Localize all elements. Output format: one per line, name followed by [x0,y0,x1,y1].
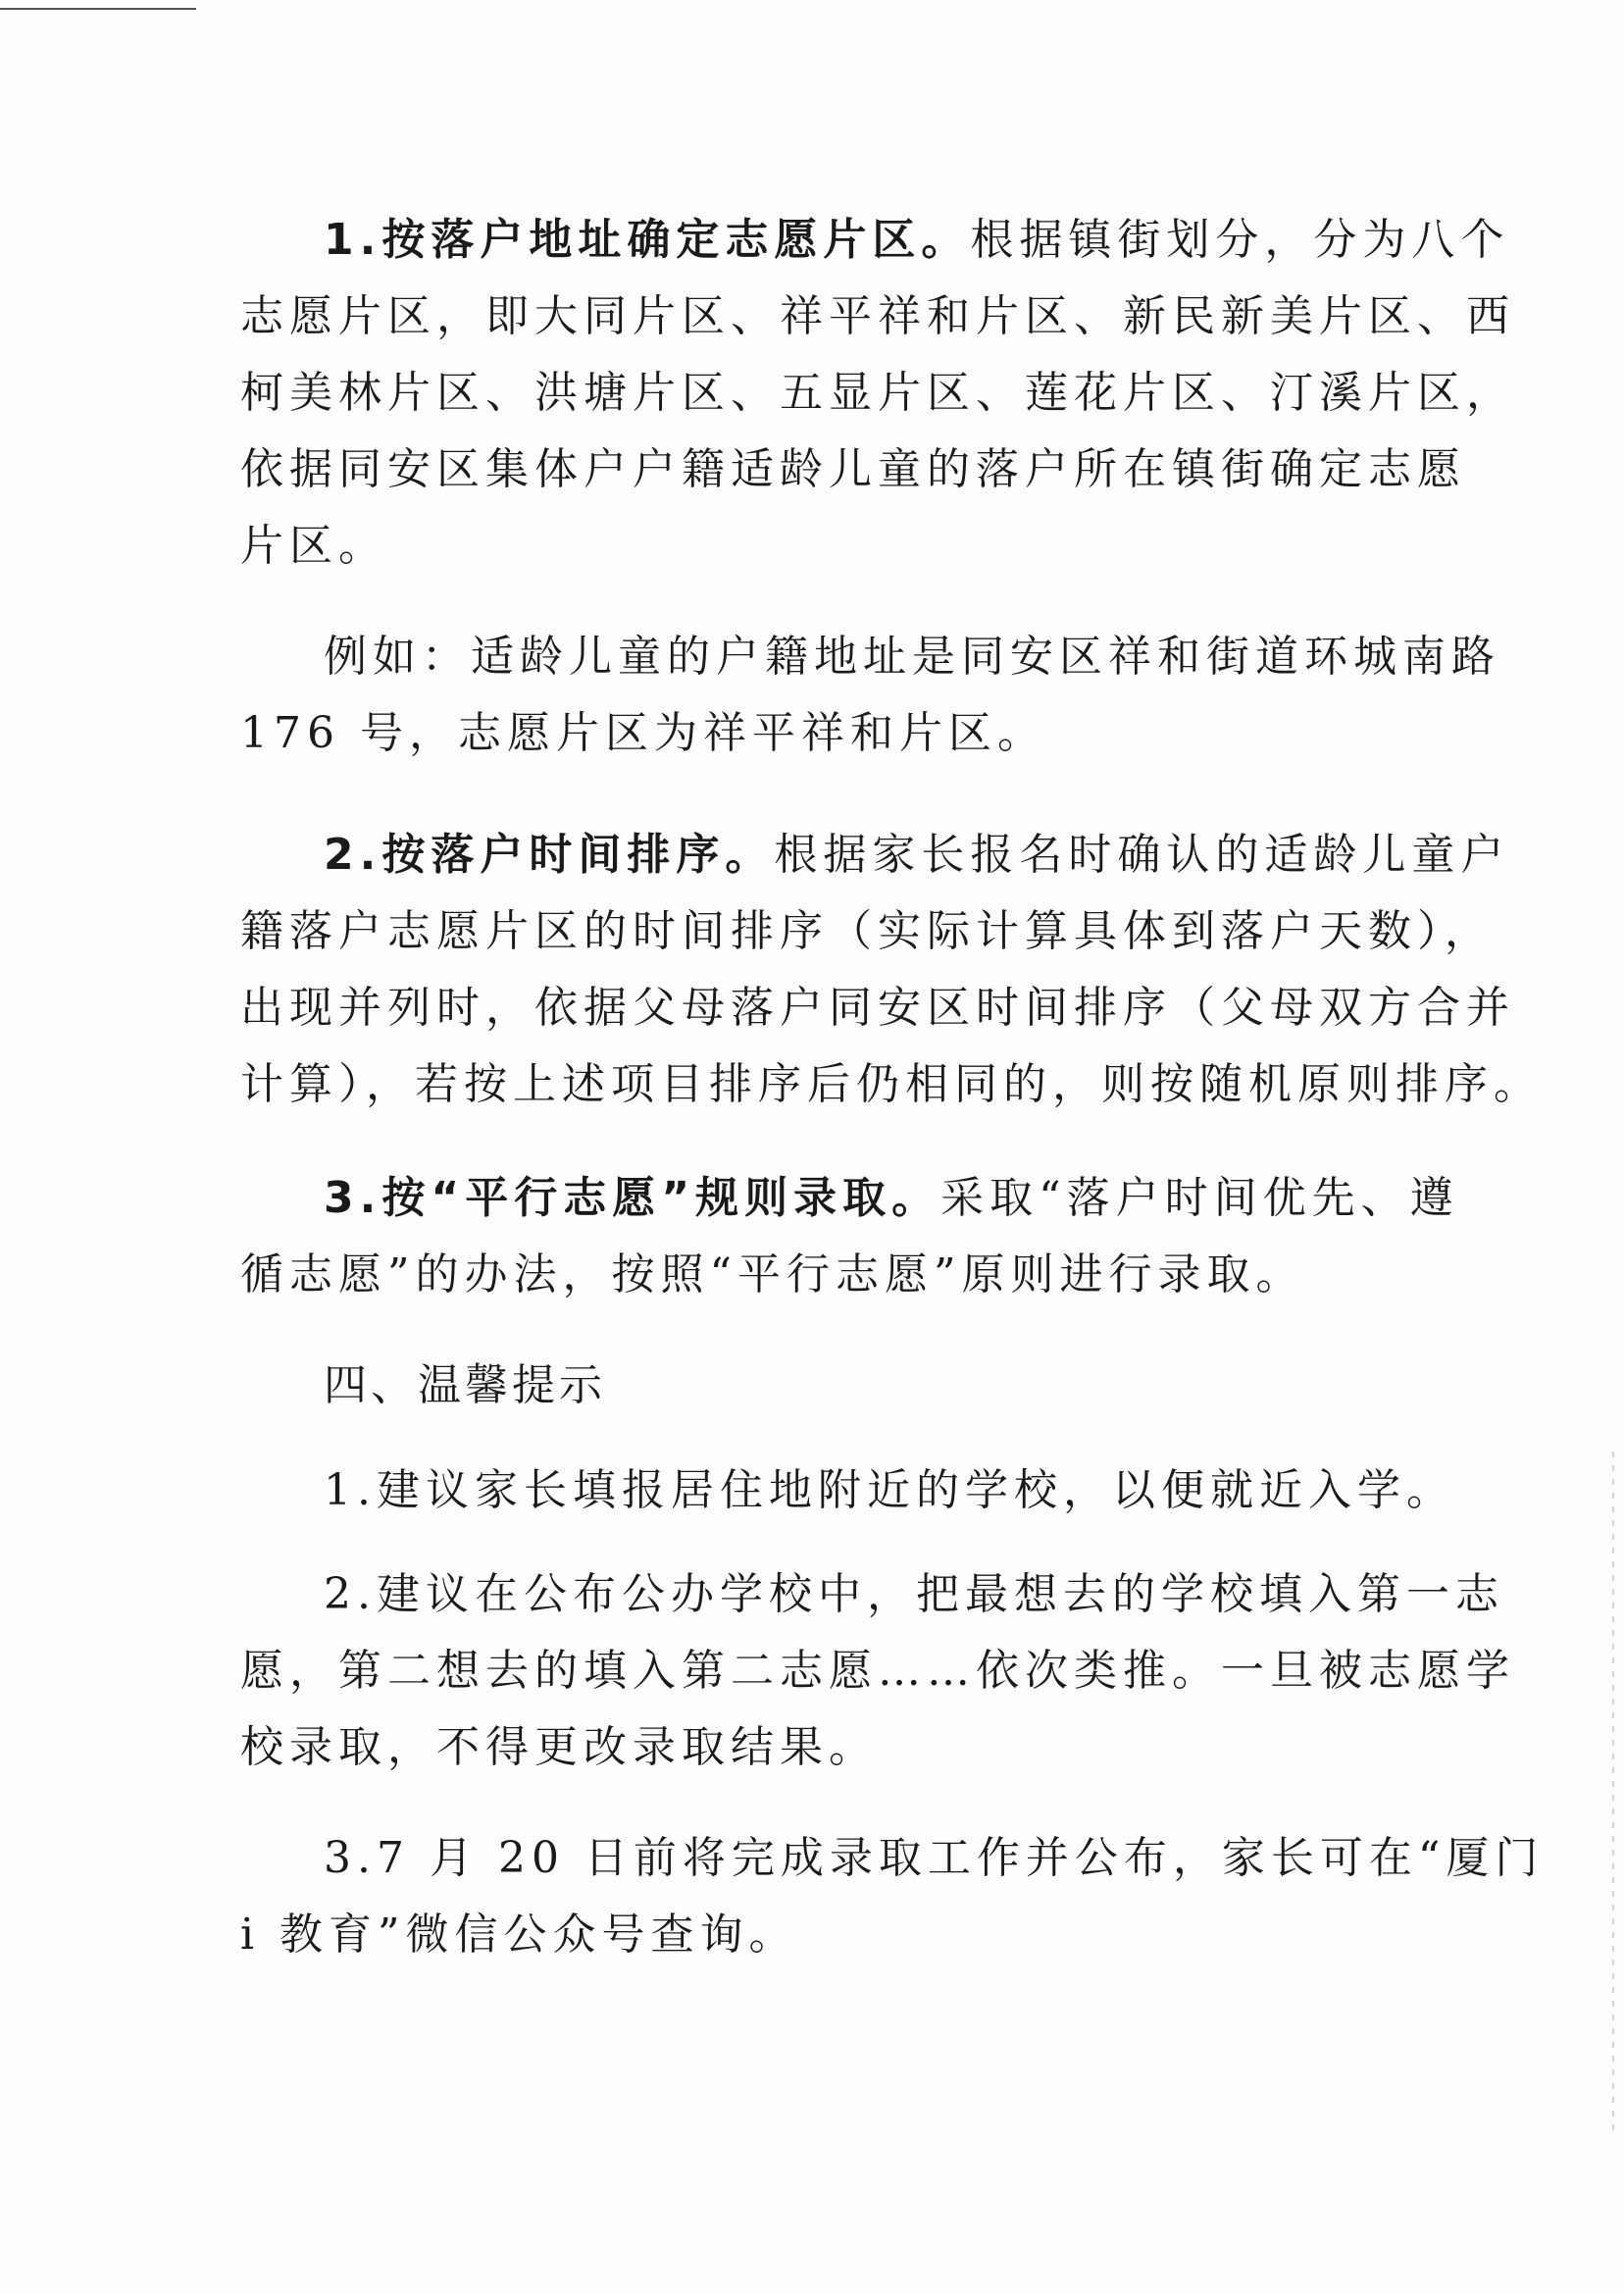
p1-line5: 片区。 [240,521,387,571]
example-line1: 例如：适龄儿童的户籍地址是同安区祥和街道环城南路 [324,632,1500,682]
tip3-line2: i 教育”微信公众号查询。 [240,1910,798,1960]
tip2-line3: 校录取，不得更改录取结果。 [240,1722,878,1772]
p2-line1-text: 根据家长报名时确认的适龄儿童户 [774,830,1510,880]
p2-line3: 出现并列时，依据父母落户同安区时间排序（父母双方合并 [240,983,1515,1033]
p1-line4: 依据同安区集体户户籍适龄儿童的落户所在镇街确定志愿 [240,444,1466,494]
p2-line4: 计算），若按上述项目排序后仍相同的，则按随机原则排序。 [240,1059,1543,1109]
p3-line2: 循志愿”的办法，按照“平行志愿”原则进行录取。 [240,1249,1305,1299]
tip2-line1: 2.建议在公布公办学校中，把最想去的学校填入第一志 [324,1569,1504,1619]
p1-lead: 1.按落户地址确定志愿片区。 [324,215,971,265]
tip3-line1: 3.7 月 20 日前将完成录取工作并公布，家长可在“厦门 [324,1833,1545,1883]
p2-lead: 2.按落户时间排序。 [324,830,775,880]
scan-edge-artifact [1612,1452,1614,2138]
header-rule [0,8,196,10]
p1-line1 [324,211,1624,270]
p1-line2: 志愿片区，即大同片区、祥平祥和片区、新民新美片区、西 [240,291,1515,341]
p2-line2: 籍落户志愿片区的时间排序（实际计算具体到落户天数）， [240,906,1494,956]
p2-line1 [324,826,1624,885]
p3-lead: 3.按“平行志愿”规则录取。 [324,1173,941,1223]
p1-line3: 柯美林片区、洪塘片区、五显片区、莲花片区、汀溪片区， [240,368,1515,418]
tip2-line2: 愿，第二想去的填入第二志愿……依次类推。一旦被志愿学 [240,1646,1515,1696]
tip1-line1: 1.建议家长填报居住地附近的学校，以便就近入学。 [324,1465,1455,1515]
example-line2: 176 号，志愿片区为祥平祥和片区。 [240,708,1046,758]
p3-line1 [324,1169,1624,1228]
section4-heading: 四、温馨提示 [324,1360,606,1410]
p3-line1-text: 采取“落户时间优先、遵 [940,1173,1459,1223]
p1-line1-text: 根据镇街划分，分为八个 [970,215,1510,265]
